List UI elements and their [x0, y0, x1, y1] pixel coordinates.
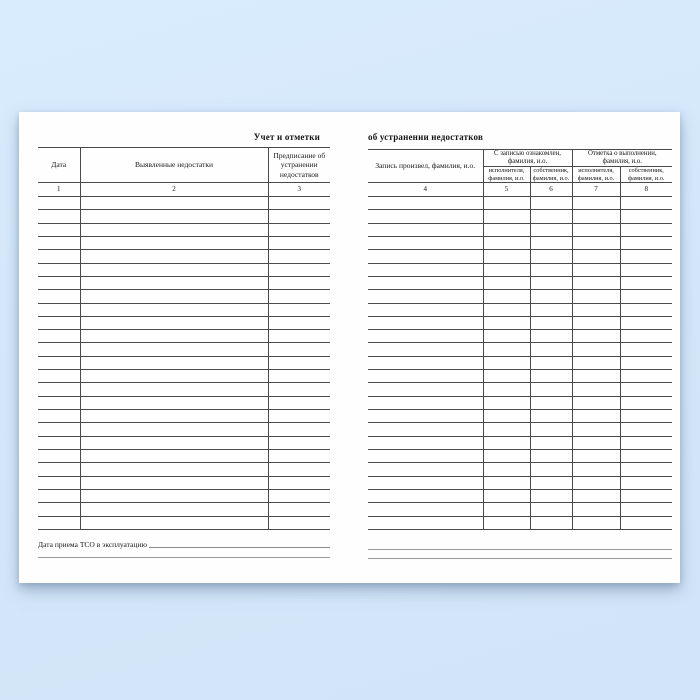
empty-cell: [620, 410, 672, 423]
empty-cell: [268, 463, 330, 476]
empty-cell: [483, 210, 530, 223]
empty-data-row: [368, 290, 672, 303]
empty-cell: [572, 263, 620, 276]
empty-data-row: [38, 250, 330, 263]
empty-cell: [268, 396, 330, 409]
empty-cell: [572, 290, 620, 303]
empty-cell: [268, 410, 330, 423]
defects-table-header-row: [38, 148, 330, 183]
empty-cell: [80, 263, 268, 276]
empty-cell: [572, 503, 620, 516]
empty-data-row: [38, 290, 330, 303]
empty-cell: [483, 303, 530, 316]
empty-data-row: [38, 276, 330, 289]
empty-cell: [368, 236, 483, 249]
empty-cell: [80, 396, 268, 409]
empty-cell: [620, 303, 672, 316]
empty-cell: [38, 476, 80, 489]
empty-cell: [80, 343, 268, 356]
empty-cell: [483, 250, 530, 263]
right-page-title: об устранении недостатков: [368, 132, 484, 142]
empty-data-row: [38, 489, 330, 502]
empty-cell: [268, 263, 330, 276]
empty-cell: [268, 343, 330, 356]
empty-data-row: [368, 250, 672, 263]
empty-cell: [572, 410, 620, 423]
empty-cell: [620, 263, 672, 276]
empty-data-row: [38, 223, 330, 236]
empty-cell: [38, 223, 80, 236]
subheader-owner: собственник, фамилия, и.о.: [530, 167, 572, 183]
empty-cell: [530, 383, 572, 396]
empty-cell: [572, 489, 620, 502]
empty-cell: [268, 223, 330, 236]
empty-data-row: [38, 210, 330, 223]
empty-data-row: [38, 410, 330, 423]
empty-data-row: [368, 370, 672, 383]
empty-cell: [620, 250, 672, 263]
empty-cell: [483, 449, 530, 462]
empty-cell: [530, 449, 572, 462]
empty-cell: [38, 383, 80, 396]
empty-cell: [38, 436, 80, 449]
empty-data-row: [38, 503, 330, 516]
empty-data-row: [38, 197, 330, 210]
empty-data-row: [368, 410, 672, 423]
empty-data-row: [38, 423, 330, 436]
empty-cell: [38, 210, 80, 223]
empty-cell: [368, 516, 483, 529]
empty-data-row: [368, 423, 672, 436]
blank-write-in-line: [368, 549, 672, 550]
empty-cell: [620, 396, 672, 409]
empty-cell: [368, 290, 483, 303]
empty-cell: [368, 343, 483, 356]
empty-cell: [368, 396, 483, 409]
header-cell-date: Дата: [38, 148, 80, 183]
empty-cell: [530, 316, 572, 329]
column-number: 1: [38, 183, 80, 197]
empty-cell: [620, 197, 672, 210]
empty-cell: [268, 423, 330, 436]
empty-data-row: [38, 343, 330, 356]
empty-cell: [368, 383, 483, 396]
empty-data-row: [38, 436, 330, 449]
blank-write-in-line: [368, 558, 672, 559]
empty-cell: [38, 236, 80, 249]
empty-data-row: [368, 276, 672, 289]
empty-cell: [268, 197, 330, 210]
empty-cell: [530, 210, 572, 223]
empty-cell: [38, 263, 80, 276]
empty-cell: [572, 370, 620, 383]
empty-data-row: [368, 236, 672, 249]
empty-cell: [268, 276, 330, 289]
empty-cell: [530, 370, 572, 383]
empty-cell: [368, 250, 483, 263]
empty-cell: [483, 356, 530, 369]
empty-cell: [268, 516, 330, 529]
empty-cell: [483, 370, 530, 383]
header-cell-remediation-order: Предписание об устранении недостатков: [268, 148, 330, 183]
empty-cell: [80, 449, 268, 462]
empty-cell: [530, 436, 572, 449]
empty-cell: [620, 463, 672, 476]
empty-cell: [620, 343, 672, 356]
empty-cell: [483, 290, 530, 303]
empty-cell: [368, 276, 483, 289]
empty-cell: [38, 330, 80, 343]
empty-data-row: [38, 476, 330, 489]
empty-cell: [38, 343, 80, 356]
header-cell-found-defects: Выявленные недостатки: [80, 148, 268, 183]
empty-cell: [483, 276, 530, 289]
empty-cell: [572, 223, 620, 236]
empty-data-row: [38, 396, 330, 409]
empty-cell: [620, 489, 672, 502]
empty-cell: [530, 516, 572, 529]
empty-cell: [368, 423, 483, 436]
empty-cell: [530, 396, 572, 409]
empty-cell: [80, 476, 268, 489]
empty-cell: [620, 210, 672, 223]
empty-cell: [80, 276, 268, 289]
subheader-executor: исполнителя, фамилия, и.о.: [483, 167, 530, 183]
empty-cell: [38, 410, 80, 423]
empty-cell: [80, 303, 268, 316]
empty-cell: [38, 449, 80, 462]
empty-cell: [483, 423, 530, 436]
empty-cell: [530, 263, 572, 276]
empty-cell: [80, 356, 268, 369]
empty-cell: [483, 223, 530, 236]
empty-data-row: [368, 210, 672, 223]
empty-cell: [38, 489, 80, 502]
empty-cell: [80, 436, 268, 449]
empty-cell: [530, 410, 572, 423]
empty-cell: [368, 449, 483, 462]
empty-cell: [483, 316, 530, 329]
empty-cell: [80, 489, 268, 502]
empty-cell: [80, 383, 268, 396]
empty-data-row: [38, 516, 330, 529]
empty-cell: [572, 463, 620, 476]
empty-cell: [268, 236, 330, 249]
empty-data-row: [368, 263, 672, 276]
empty-cell: [268, 210, 330, 223]
empty-cell: [483, 410, 530, 423]
empty-cell: [530, 197, 572, 210]
empty-cell: [368, 436, 483, 449]
empty-cell: [483, 197, 530, 210]
empty-cell: [38, 503, 80, 516]
empty-cell: [368, 330, 483, 343]
empty-cell: [368, 263, 483, 276]
empty-cell: [483, 330, 530, 343]
left-page-title: Учет и отметки: [253, 132, 320, 142]
empty-cell: [80, 316, 268, 329]
empty-cell: [530, 276, 572, 289]
acceptance-date-label: Дата приема ТСО в эксплуатацию: [38, 540, 147, 549]
empty-cell: [620, 330, 672, 343]
defects-table: [38, 147, 330, 530]
empty-cell: [572, 330, 620, 343]
empty-cell: [530, 343, 572, 356]
empty-cell: [38, 197, 80, 210]
journal-spread-page: [19, 112, 680, 583]
empty-cell: [268, 476, 330, 489]
empty-data-row: [38, 303, 330, 316]
empty-cell: [80, 290, 268, 303]
empty-data-row: [38, 356, 330, 369]
empty-cell: [530, 223, 572, 236]
header-cell-recorded-by: Запись произвел, фамилия, и.о.: [368, 150, 483, 183]
empty-cell: [268, 356, 330, 369]
empty-cell: [572, 396, 620, 409]
empty-cell: [80, 463, 268, 476]
empty-cell: [572, 343, 620, 356]
empty-cell: [80, 223, 268, 236]
empty-cell: [620, 236, 672, 249]
empty-cell: [268, 250, 330, 263]
empty-cell: [368, 370, 483, 383]
empty-cell: [620, 370, 672, 383]
empty-cell: [368, 223, 483, 236]
empty-cell: [268, 303, 330, 316]
empty-cell: [38, 356, 80, 369]
empty-cell: [572, 276, 620, 289]
empty-cell: [483, 436, 530, 449]
empty-cell: [38, 423, 80, 436]
empty-cell: [368, 316, 483, 329]
empty-cell: [38, 463, 80, 476]
empty-cell: [80, 197, 268, 210]
empty-cell: [620, 276, 672, 289]
empty-data-row: [368, 449, 672, 462]
empty-data-row: [38, 370, 330, 383]
empty-data-row: [368, 516, 672, 529]
empty-cell: [368, 356, 483, 369]
empty-cell: [483, 236, 530, 249]
header-group-acknowledged: С записью ознакомлен, фамилия, и.о.: [483, 150, 572, 167]
column-number: 6: [530, 183, 572, 197]
subheader-owner: собственник, фамилия, и.о.: [620, 167, 672, 183]
empty-data-row: [38, 263, 330, 276]
empty-data-row: [38, 316, 330, 329]
empty-cell: [530, 356, 572, 369]
defects-table-body: [38, 197, 330, 530]
empty-data-row: [38, 463, 330, 476]
blank-write-in-line: [38, 557, 330, 558]
empty-cell: [268, 489, 330, 502]
empty-cell: [80, 516, 268, 529]
empty-cell: [38, 316, 80, 329]
empty-cell: [483, 463, 530, 476]
empty-data-row: [368, 463, 672, 476]
empty-cell: [530, 236, 572, 249]
column-number-row: [368, 183, 672, 197]
column-number-row: [38, 183, 330, 197]
empty-cell: [483, 476, 530, 489]
empty-cell: [620, 436, 672, 449]
empty-cell: [368, 303, 483, 316]
acceptance-date-line: [38, 540, 330, 549]
empty-data-row: [368, 316, 672, 329]
empty-cell: [483, 383, 530, 396]
empty-cell: [80, 423, 268, 436]
empty-cell: [38, 370, 80, 383]
empty-cell: [530, 489, 572, 502]
empty-cell: [368, 489, 483, 502]
empty-cell: [80, 210, 268, 223]
empty-cell: [620, 516, 672, 529]
empty-cell: [483, 489, 530, 502]
empty-cell: [620, 290, 672, 303]
empty-cell: [483, 343, 530, 356]
empty-cell: [38, 516, 80, 529]
empty-cell: [368, 463, 483, 476]
empty-cell: [80, 250, 268, 263]
empty-data-row: [38, 449, 330, 462]
empty-data-row: [368, 356, 672, 369]
empty-cell: [530, 290, 572, 303]
empty-cell: [80, 370, 268, 383]
empty-cell: [530, 250, 572, 263]
empty-cell: [268, 383, 330, 396]
empty-cell: [620, 476, 672, 489]
empty-cell: [368, 410, 483, 423]
empty-data-row: [368, 330, 672, 343]
empty-cell: [268, 436, 330, 449]
empty-cell: [268, 290, 330, 303]
empty-cell: [483, 396, 530, 409]
empty-data-row: [368, 503, 672, 516]
empty-cell: [80, 410, 268, 423]
empty-cell: [572, 356, 620, 369]
empty-cell: [483, 516, 530, 529]
empty-cell: [572, 436, 620, 449]
empty-cell: [268, 503, 330, 516]
empty-cell: [38, 290, 80, 303]
empty-cell: [530, 503, 572, 516]
empty-data-row: [368, 476, 672, 489]
empty-cell: [572, 516, 620, 529]
empty-data-row: [38, 236, 330, 249]
column-number: 2: [80, 183, 268, 197]
empty-data-row: [38, 330, 330, 343]
empty-cell: [620, 316, 672, 329]
column-number: 3: [268, 183, 330, 197]
empty-cell: [572, 423, 620, 436]
empty-cell: [572, 383, 620, 396]
empty-data-row: [368, 383, 672, 396]
header-group-completion-mark: Отметка о выполнении, фамилия, и.о.: [572, 150, 672, 167]
empty-cell: [620, 503, 672, 516]
empty-cell: [368, 476, 483, 489]
empty-cell: [620, 383, 672, 396]
empty-cell: [368, 210, 483, 223]
empty-cell: [530, 330, 572, 343]
blank-write-in-line: [149, 547, 330, 548]
empty-cell: [38, 303, 80, 316]
remediation-table: [368, 149, 672, 530]
empty-cell: [530, 303, 572, 316]
empty-data-row: [368, 303, 672, 316]
column-number: 8: [620, 183, 672, 197]
empty-cell: [620, 423, 672, 436]
empty-cell: [483, 263, 530, 276]
empty-cell: [80, 236, 268, 249]
empty-cell: [268, 370, 330, 383]
empty-cell: [38, 276, 80, 289]
column-number: 7: [572, 183, 620, 197]
empty-cell: [572, 250, 620, 263]
empty-cell: [620, 223, 672, 236]
empty-cell: [620, 356, 672, 369]
empty-cell: [268, 330, 330, 343]
remediation-table-body: [368, 197, 672, 530]
empty-cell: [530, 463, 572, 476]
empty-cell: [80, 330, 268, 343]
empty-data-row: [368, 489, 672, 502]
empty-cell: [530, 476, 572, 489]
empty-cell: [530, 423, 572, 436]
empty-cell: [80, 503, 268, 516]
empty-data-row: [368, 396, 672, 409]
empty-data-row: [38, 383, 330, 396]
remediation-group-header-row: [368, 150, 672, 167]
empty-cell: [483, 503, 530, 516]
empty-cell: [572, 197, 620, 210]
empty-cell: [572, 449, 620, 462]
empty-cell: [368, 503, 483, 516]
empty-cell: [572, 236, 620, 249]
empty-data-row: [368, 436, 672, 449]
empty-cell: [38, 250, 80, 263]
empty-data-row: [368, 197, 672, 210]
empty-cell: [572, 210, 620, 223]
empty-cell: [572, 316, 620, 329]
empty-cell: [572, 303, 620, 316]
empty-cell: [38, 396, 80, 409]
empty-cell: [268, 316, 330, 329]
subheader-executor: исполнителя, фамилия, и.о.: [572, 167, 620, 183]
empty-cell: [268, 449, 330, 462]
empty-cell: [572, 476, 620, 489]
column-number: 5: [483, 183, 530, 197]
column-number: 4: [368, 183, 483, 197]
empty-data-row: [368, 223, 672, 236]
empty-cell: [368, 197, 483, 210]
empty-data-row: [368, 343, 672, 356]
empty-cell: [620, 449, 672, 462]
